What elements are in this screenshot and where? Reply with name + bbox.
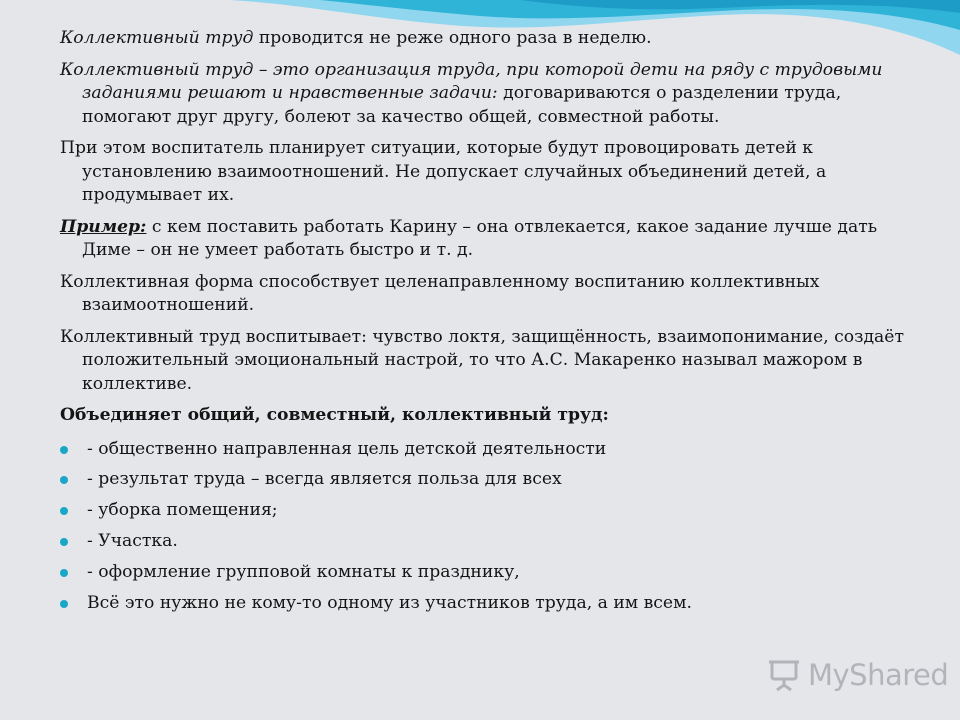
bullet-dot-icon [60, 538, 68, 546]
slide-body [60, 27, 910, 623]
myshared-watermark [766, 655, 948, 695]
paragraph-collective-form: Коллективная форма способствует целенаправленному воспитанию коллективных взаимоотношений. [60, 271, 820, 315]
bullet-list [60, 438, 910, 616]
bullet-dot-icon [60, 446, 68, 454]
paragraph-upbringing: Коллективный труд воспитывает: чувство локтя, защищённость, взаимопонимание, создаёт положительный эмоциональный настрой, то что А.С. Макаренко называл мажором в коллективе. [60, 326, 904, 394]
list-item: - результат труда – всегда является польза для всех [60, 468, 910, 492]
bullet-dot-icon [60, 476, 68, 484]
list-item: - общественно направленная цель детской деятельности [60, 438, 910, 462]
list-item: Всё это нужно не кому-то одному из участников труда, а им всем. [60, 592, 910, 616]
bullet-dot-icon [60, 507, 68, 515]
list-item: - оформление групповой комнаты к празднику, [60, 561, 910, 585]
watermark-text: MyShared [808, 658, 949, 692]
paragraph-definition: Коллективный труд – это организация труда, при которой дети на ряду с трудовыми заданиями решают и нравственные задачи: договариваются о разделении труда, помогают друг другу, болеют за качество общей, совместной работы. [60, 59, 883, 127]
paragraph-educator: При этом воспитатель планирует ситуации, которые будут провоцировать детей к установлению взаимоотношений. Не допускает случайных объединений детей, а продумывает их. [60, 138, 827, 205]
paragraph-frequency: Коллективный труд проводится не реже одного раза в неделю. [60, 28, 652, 48]
section-heading: Объединяет общий, совместный, коллективный труд: [60, 405, 609, 425]
presentation-board-icon [766, 657, 802, 693]
list-item: - уборка помещения; [60, 499, 910, 523]
paragraph-example: Пример: с кем поставить работать Карину – она отвлекается, какое задание лучше дать Диме – он не умеет работать быстро и т. д. [60, 216, 878, 260]
list-item: - Участка. [60, 530, 910, 554]
bullet-dot-icon [60, 600, 68, 608]
bullet-dot-icon [60, 569, 68, 577]
